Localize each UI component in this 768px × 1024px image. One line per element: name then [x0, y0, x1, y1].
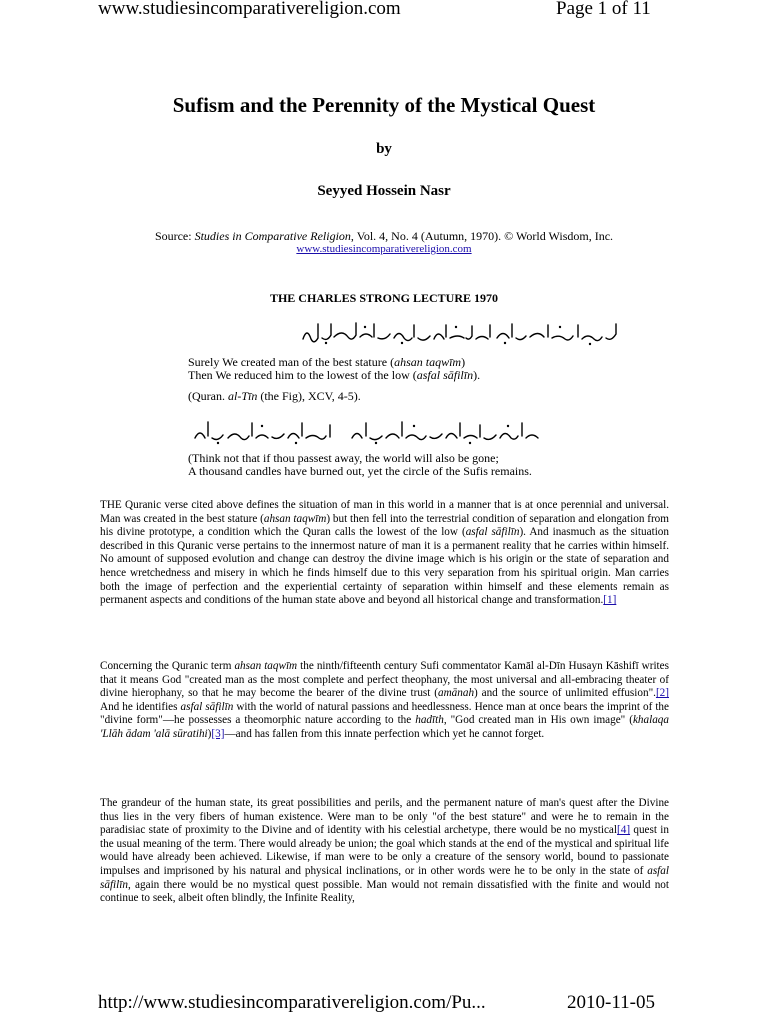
footer-date: 2010-11-05 [567, 992, 655, 1013]
paragraph-text: Concerning the Quranic term [100, 660, 235, 672]
poem-line-2: A thousand candles have burned out, yet the circle of the Sufis remains. [188, 464, 532, 478]
verse-text: (Quran. [188, 389, 228, 403]
source-journal: Studies in Comparative Religion [194, 229, 351, 243]
verse-text: Surely We created man of the best stature ( [188, 355, 395, 369]
header-url: www.studiesincomparativereligion.com [98, 0, 401, 19]
source-citation [0, 229, 768, 244]
verse-text: ). [473, 368, 481, 382]
paragraph-text: ) and the source of unlimited effusion". [474, 687, 656, 700]
paragraph-text: ) but then fell into the terrestrial condition of separation and elongation from his divine prototype, a condition which the Quran calls the lowest of the low ( [100, 512, 669, 539]
verse-line-1 [188, 356, 465, 368]
paragraph-term: khalaqa 'Llāh ādam 'alā sūratihi [100, 714, 669, 740]
footnote-link-1[interactable]: [1] [603, 594, 617, 607]
verse-term: ahsan taqwīm [394, 355, 462, 369]
arabic-verse-calligraphy [0, 319, 768, 349]
body-paragraph-1 [100, 499, 669, 608]
paragraph-term: asfal sāfilīn [465, 526, 520, 539]
verse-text: Then We reduced him to the lowest of the low ( [188, 368, 417, 382]
lecture-heading: THE CHARLES STRONG LECTURE 1970 [269, 291, 499, 305]
body-paragraph-3 [100, 797, 669, 906]
article-title: Sufism and the Perennity of the Mystical Quest [172, 93, 596, 117]
verse-term: al-Tīn [227, 389, 258, 403]
source-suffix: , Vol. 4, No. 4 (Autumn, 1970). © World Wisdom, Inc. [350, 229, 614, 243]
paragraph-text: THE Quranic verse cited above defines the situation of man in this world in a manner that is at once perennial and universal. Man was created in the best stature ( [100, 499, 669, 525]
author-name: Seyyed Hossein Nasr [317, 183, 451, 199]
paragraph-term: asfal sāfilīn [180, 700, 234, 713]
source-prefix: Source: [154, 229, 195, 243]
paragraph-term: ahsan taqwīm [234, 660, 298, 672]
paragraph-text: the ninth/fifteenth century Sufi commentator Kamāl al-Dīn Husayn Kāshifī writes that it means God "created man as the most complete and perfect theophany, the most universal and all-embracing theater of divine hierophany, so that he may become the bearer of the divine trust ( [100, 660, 669, 700]
paragraph-text: The grandeur of the human state, its great possibilities and perils, and the permanent nature of man's quest after the Divine thus lies in the very fibers of human existence. Were man to be only "of the best stature" and were he to remain in the paradisiac state of proximity to the Divine and of identity with his celestial archetype, there would be no mystical [100, 797, 669, 837]
paragraph-text: ) [207, 727, 212, 740]
source-link[interactable]: www.studiesincomparativereligion.com [296, 243, 472, 255]
poem-line-1: (Think not that if thou passest away, the world will also be gone; [188, 451, 499, 465]
verse-reference [188, 390, 361, 402]
paragraph-term: ahsan taqwīm [263, 512, 327, 525]
verse-text: (the Fig), XCV, 4-5). [257, 389, 361, 403]
verse-term: asfal sāfilīn [416, 368, 474, 382]
verse-line-2 [188, 369, 480, 381]
body-paragraph-2 [100, 660, 669, 742]
paragraph-text: , again there would be no mystical quest possible. Man would not remain dissatisfied with the finite and would not continue to seek, albeit often blindly, the Infinite Reality, [100, 878, 669, 905]
verse-text: ) [461, 355, 466, 369]
paragraph-text: —and has fallen from this innate perfection which yet he cannot forget. [224, 727, 545, 740]
footnote-link-3[interactable]: [3] [211, 727, 225, 740]
paragraph-term: asfal sāfilīn [100, 864, 669, 891]
footnote-link-4[interactable]: [4] [617, 824, 631, 837]
paragraph-term: amānah [437, 687, 475, 700]
paragraph-text: quest in the usual meaning of the term. There would already be union; the goal which stands at the end of the mystical and spiritual life would have already been achieved. Likewise, if man were to be only a creature of the sensory world, bound to passionate impulses and imprisoned by his natural and physical inclinations, or in other words were he to be only in the state of [100, 824, 669, 877]
paragraph-text: ). And inasmuch as the situation described in this Quranic verse pertains to the innermost nature of man it is a permanent reality that he carries within himself. No amount of supposed evolution and change can destroy the divine image which is his origin or the state of separation and hence wretchedness and misery in which he finds himself due to this very separation from his spiritual origin. Man carries both the image of perfection and the experiential certainty of separation within himself and these elements remain as permanent aspects and conditions of the human state above and beyond all historical change and transformation. [100, 526, 669, 607]
footer-url: http://www.studiesincomparativereligion.com/Pu... [98, 992, 486, 1013]
persian-poem-calligraphy [0, 414, 768, 448]
byline-by: by [376, 141, 392, 157]
page-number: Page 1 of 11 [556, 0, 651, 19]
paragraph-text: , "God created man in His own image" ( [443, 714, 633, 727]
footnote-link-2[interactable]: [2] [655, 687, 669, 700]
paragraph-text: with the world of natural passions and heedlessness. Hence man at once bears the imprint of the "divine form"—he possesses a theomorphic nature according to the [100, 700, 669, 727]
paragraph-text: And he identifies [100, 700, 181, 713]
paragraph-term: hadīth [415, 714, 444, 727]
